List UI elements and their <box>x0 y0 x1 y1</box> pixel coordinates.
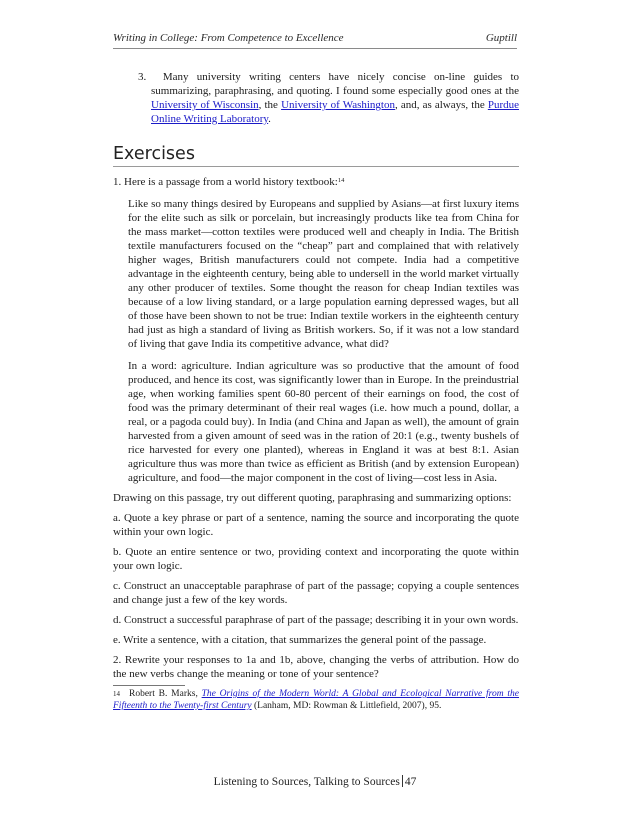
page-footer <box>0 775 630 788</box>
option-b: b. Quote an entire sentence or two, providing context and incorporating the quote within your own logic. <box>113 546 519 572</box>
footer-separator <box>402 775 403 787</box>
note-text-start: Many university writing centers have nicely concise on-line guides to summarizing, paraphrasing, and quoting. I found some especially good ones at the <box>151 71 520 97</box>
note-text-end: . <box>268 113 271 125</box>
link-university-of-washington[interactable]: University of Washington <box>281 99 395 111</box>
footnote-14 <box>113 688 519 712</box>
note-item-3 <box>113 70 519 126</box>
block-quote-paragraph-1: Like so many things desired by Europeans and supplied by Asians—at first luxury items for the elite such as silk or porcelain, but increasingly products like tea from China for the mass market—cotton textiles were produced well and cheaply in India. The British textile manufacturers focused on the “cheap” part and complained that with relatively higher wages, British manufacturers could not compete. India had a competitive advantage in the eighteenth century, being able to undersell in the world market virtually any other producer of textiles. Some thought the reason for cheap Indian textiles was because of a low living standard, or a large population earning depressed wages, but all of those have been shown to not be true: Indian textile workers in the eighteenth century had just as high a standard of living as British workers. So, if it was not a low standard of living that gave India its competitive advance, what did? <box>128 198 519 350</box>
exercise-1-prompt <box>113 175 519 189</box>
exercise-2-prompt: 2. Rewrite your responses to 1a and 1b, above, changing the verbs of attribution. How do the new verbs change the meaning or tone of your sentence? <box>113 654 519 680</box>
page-number: 47 <box>404 776 417 788</box>
footnote-author: Robert B. Marks, <box>129 689 202 699</box>
running-header <box>113 32 517 44</box>
header-rule <box>113 48 517 49</box>
option-a: a. Quote a key phrase or part of a sentence, naming the source and incorporating the quote within your own logic. <box>113 512 519 538</box>
block-quote-paragraph-2: In a word: agriculture. Indian agriculture was so productive that the amount of food produced, and hence its cost, was significantly lower than in Europe. In the preindustrial age, when working families spent 60-80 percent of their earnings on food, the cost of food was the primary determinant of their real wages (i.e. how much a pound, dollar, a real, or a pagoda could buy). In India (and China and Japan as well), the amount of grain harvested from a given amount of seed was in the ration of 20:1 (e.g., twenty bushels of rice harvested for every one planted), whereas in England it was at best 8:1. Asian agriculture thus was more than twice as efficient as British (and by extension European) agriculture, and food—the major component in the cost of living—cost less in Asia. <box>128 360 519 484</box>
option-e: e. Write a sentence, with a citation, that summarizes the general point of the passage. <box>113 634 487 646</box>
page-content <box>113 70 519 712</box>
option-d: d. Construct a successful paraphrase of part of the passage; describing it in your own words. <box>113 614 519 626</box>
note-text-mid1: , the <box>258 99 282 111</box>
header-author: Guptill <box>485 32 517 44</box>
footnote-number: 14 <box>113 690 120 698</box>
exercise-1-text: 1. Here is a passage from a world history textbook: <box>113 176 338 188</box>
note-text-mid2: , and, as always, the <box>394 99 488 111</box>
link-university-of-wisconsin[interactable]: University of Wisconsin <box>151 99 259 111</box>
footer-chapter-title: Listening to Sources, Talking to Sources <box>213 776 400 788</box>
footnote-book-title-link[interactable]: The Origins of the Modern World: A Global and Ecological Narrative from the Fifteenth to the Twenty-first Century <box>113 689 520 711</box>
option-c: c. Construct an unacceptable paraphrase of part of the passage; copying a couple sentences and change just a few of the key words. <box>113 580 519 606</box>
section-heading-exercises: Exercises <box>113 144 519 167</box>
link-purdue-owl[interactable]: Purdue Online Writing Laboratory <box>151 99 520 125</box>
footnote-ref-14[interactable]: 14 <box>337 177 345 184</box>
note-number: 3. <box>138 71 147 83</box>
exercise-instructions: Drawing on this passage, try out different quoting, paraphrasing and summarizing options: <box>113 492 512 504</box>
footnote-publication: (Lanham, MD: Rowman & Littlefield, 2007), 95. <box>251 701 442 711</box>
footnote-divider <box>113 685 185 686</box>
header-book-title: Writing in College: From Competence to Excellence <box>113 32 344 44</box>
